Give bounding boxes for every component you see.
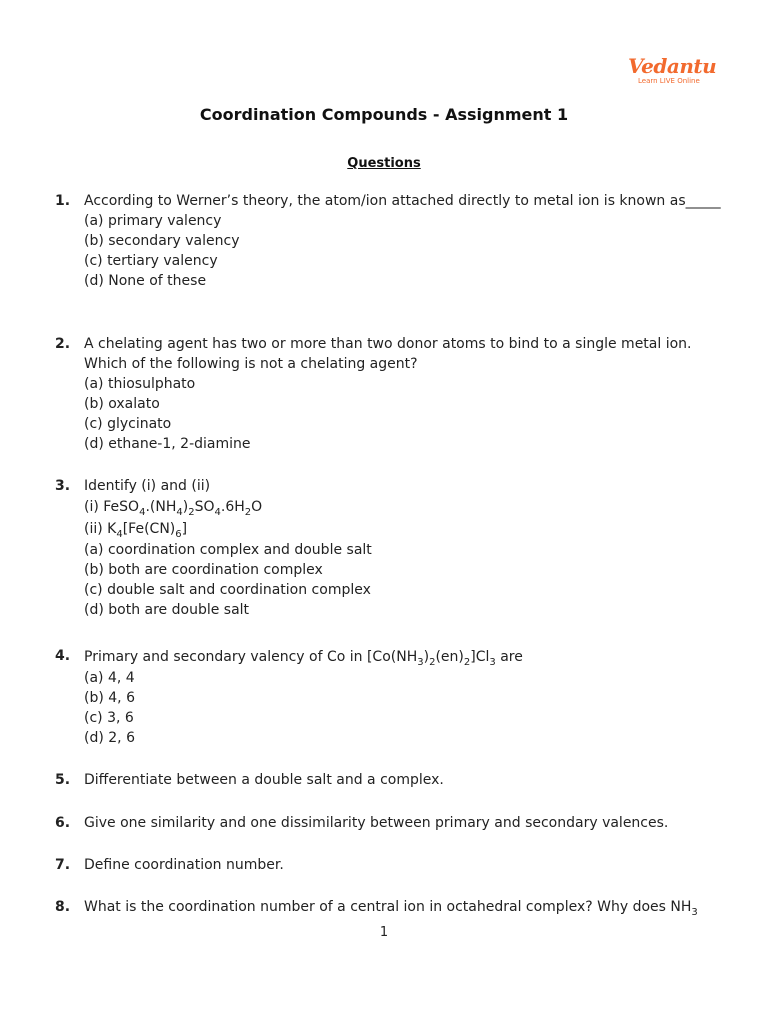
question-number: 3.	[55, 478, 71, 494]
question-stem: Define coordination number.	[84, 857, 284, 873]
option-a: (a) 4, 4	[84, 670, 135, 686]
question-stem: According to Werner’s theory, the atom/ion attached directly to metal ion is known as_____	[84, 193, 721, 209]
option-c: (c) 3, 6	[84, 710, 134, 726]
question-stem: A chelating agent has two or more than two donor atoms to bind to a single metal ion. Which of the following is not a chelating agent?	[84, 336, 692, 372]
page-number: 1	[379, 925, 389, 940]
question-6	[55, 813, 725, 833]
question-stem: Give one similarity and one dissimilarity between primary and secondary valences.	[84, 815, 669, 831]
option-b: (b) secondary valency	[84, 233, 240, 249]
question-number: 7.	[55, 857, 71, 873]
question-stem: What is the coordination number of a central ion in octahedral complex? Why does $NH_3$	[84, 899, 698, 918]
option-c: (c) glycinato	[84, 416, 172, 432]
question-5	[55, 770, 725, 790]
question-stem: Differentiate between a double salt and a complex.	[84, 772, 444, 788]
question-1	[55, 191, 725, 291]
option-a: (a) primary valency	[84, 213, 222, 229]
option-b: (b) both are coordination complex	[84, 562, 323, 578]
question-number: 2.	[55, 336, 71, 352]
logo-tagline: Learn LIVE Online	[638, 77, 700, 85]
question-number: 6.	[55, 815, 71, 831]
compound-i: (i) $FeSO_4.(NH_4)_2SO_4.6H_2O$	[84, 499, 263, 518]
option-d: (d) both are double salt	[84, 602, 250, 618]
vedantu-logo	[628, 54, 717, 86]
question-number: 1.	[55, 193, 71, 209]
option-b: (b) 4, 6	[84, 690, 135, 706]
option-d: (d) ethane-1, 2-diamine	[84, 436, 251, 452]
question-number: 8.	[55, 899, 71, 915]
option-d: (d) 2, 6	[84, 730, 135, 746]
section-heading: Questions	[347, 156, 421, 171]
question-stem: Primary and secondary valency of Co in $[Co(NH_3)_2(en)_2]Cl_3$ are	[84, 649, 523, 668]
question-8	[55, 897, 725, 917]
compound-ii: (ii) $K_4[Fe(CN)_6]$	[84, 521, 188, 540]
question-3	[55, 476, 725, 620]
option-a: (a) thiosulphato	[84, 376, 196, 392]
question-number: 5.	[55, 772, 71, 788]
question-stem: Identify (i) and (ii)	[84, 478, 211, 494]
question-2	[55, 334, 725, 454]
page-title: Coordination Compounds - Assignment 1	[199, 105, 569, 124]
option-d: (d) None of these	[84, 273, 207, 289]
logo-word: Vedantu	[628, 54, 717, 78]
question-number: 4.	[55, 648, 71, 664]
option-a: (a) coordination complex and double salt	[84, 542, 372, 558]
question-4	[55, 646, 725, 748]
option-b: (b) oxalato	[84, 396, 160, 412]
option-c: (c) tertiary valency	[84, 253, 218, 269]
question-7	[55, 855, 725, 875]
option-c: (c) double salt and coordination complex	[84, 582, 371, 598]
